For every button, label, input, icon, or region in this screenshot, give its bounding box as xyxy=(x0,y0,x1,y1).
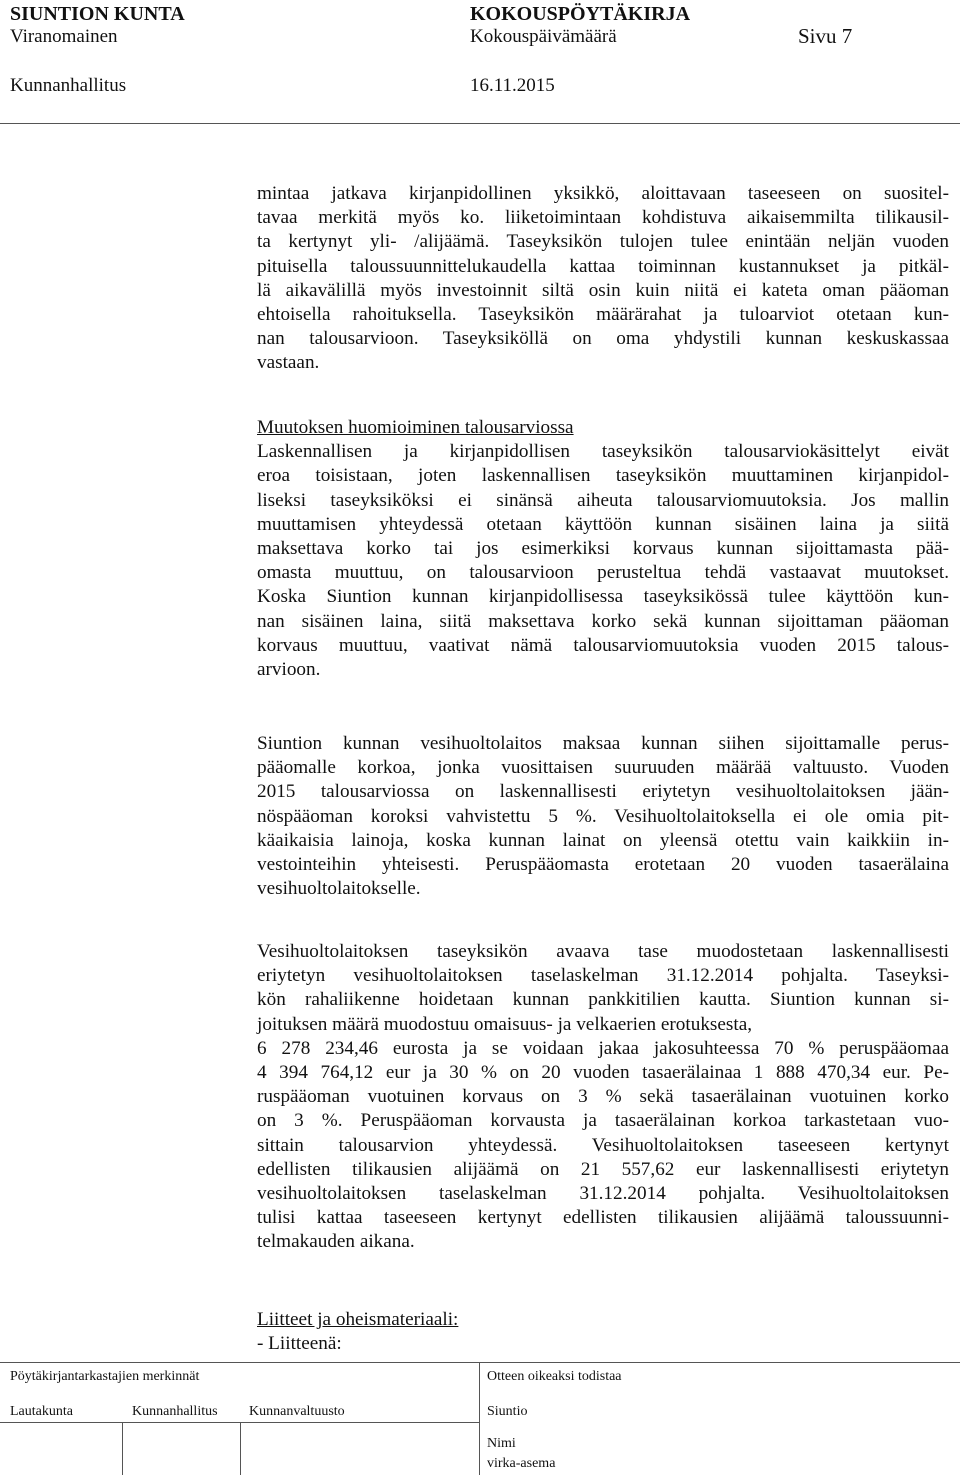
authority-label: Viranomainen xyxy=(10,26,118,47)
footer-top-divider xyxy=(0,1362,960,1363)
text-line: eroa toisistaan, joten laskennallisen taseyksikön muuttaminen kirjanpidol- xyxy=(257,465,949,487)
text-line: 4 394 764,12 eur ja 30 % on 20 vuoden tasaerälainaa 1 888 470,34 eur. Pe- xyxy=(257,1062,949,1084)
text-line: Laskennallisen ja kirjanpidollisen taseyksikön talousarviokäsittelyt eivät xyxy=(257,441,949,463)
text-line: telmakauden aikana. xyxy=(257,1231,415,1253)
section-heading: Muutoksen huomioiminen talousarviossa xyxy=(257,417,574,438)
page-number: Sivu 7 xyxy=(798,24,853,48)
text-line: liseksi taseyksiköksi ei sinänsä aiheuta talousarviomuutoksia. Jos mallin xyxy=(257,489,949,511)
paragraph-water-utility-interest xyxy=(257,732,949,901)
attachments-heading: Liitteet ja oheismateriaali: xyxy=(257,1309,459,1330)
paragraph-budget-changes xyxy=(257,440,949,682)
text-line: nan sisäinen laina, siitä maksettava korko sekä kunnan sijoittaman pääoman xyxy=(257,610,949,632)
reviewers-label: Pöytäkirjantarkastajien merkinnät xyxy=(10,1369,200,1384)
text-line: käaikaisia lainoja, koska kunnan lainat on yleensä otettu vain kaikkiin in- xyxy=(257,829,949,851)
meeting-date-label: Kokouspäivämäärä xyxy=(470,26,617,47)
text-line: mintaa jatkava kirjanpidollinen yksikkö, aloittavaan taseeseen on suositel- xyxy=(257,183,949,204)
header-divider xyxy=(0,123,960,124)
text-line: lä aikavälillä myös investoinnit siltä osin kuin niitä ei kateta oman pääoman xyxy=(257,279,949,301)
text-line: omasta muuttuu, on talousarvioon perusteltua tehdä vastaavat muutokset. xyxy=(257,562,949,584)
paragraph-opening-balance xyxy=(257,940,949,1255)
text-line: 6 278 234,46 eurosta ja se voidaan jakaa jakosuhteessa 70 % peruspääomaa xyxy=(257,1037,949,1059)
text-line: maksettava korko tai jos esimerkiksi korvaus kunnan sijoittamasta pää- xyxy=(257,538,949,560)
text-line: ehtoisella rahoituksella. Taseyksikön määrärahat ja tuloarviot otetaan kun- xyxy=(257,304,949,326)
footer-column-divider xyxy=(479,1362,480,1475)
text-line: nan talousarvioon. Taseyksiköllä on oma yhdystili kunnan keskuskassaa xyxy=(257,328,949,350)
text-line: joituksen määrä muodostuu omaisuus- ja velkaerien erotuksesta, xyxy=(257,1013,753,1035)
text-line: vesihuoltolaitokselle. xyxy=(257,878,421,900)
footer-body-kunnanhallitus: Kunnanhallitus xyxy=(132,1404,218,1419)
authority-name: Kunnanhallitus xyxy=(10,75,127,96)
text-line: ta kertynyt yli- /alijäämä. Taseyksikön tulojen tulee enintään neljän vuoden xyxy=(257,231,949,253)
text-line: muuttamisen yhteydessä otetaan käyttöön kunnan sisäinen laina ja siitä xyxy=(257,513,949,535)
footer-body-lautakunta: Lautakunta xyxy=(10,1404,73,1419)
text-line: korvaus muuttuu, vaativat nämä talousarviomuutoksia vuoden 2015 talous- xyxy=(257,634,949,656)
text-line: eriytetyn vesihuoltolaitoksen taselaskelman 31.12.2014 pohjalta. Taseyksi- xyxy=(257,965,949,987)
text-line: arvioon. xyxy=(257,659,321,681)
text-line: Siuntion kunnan vesihuoltolaitos maksaa kunnan siihen sijoittamalle perus- xyxy=(257,733,949,754)
footer-body-kunnanvaltuusto: Kunnanvaltuusto xyxy=(249,1404,345,1419)
attachments-section xyxy=(257,1308,949,1356)
section-budget-changes xyxy=(257,416,949,682)
paragraph-taseyksikko-intro xyxy=(257,182,949,376)
text-line: 2015 talousarviossa on laskennallisesti eriytetyn vesihuoltolaitoksen jään- xyxy=(257,781,949,803)
meeting-date: 16.11.2015 xyxy=(470,75,555,96)
text-line: sittain talousarvion yhteydessä. Vesihuoltolaitoksen taseeseen kertynyt xyxy=(257,1134,949,1156)
text-line: tulisi kattaa taseeseen kertynyt edellisten tilikausien alijäämä taloussuunni- xyxy=(257,1207,949,1229)
text-line: edellisten tilikausien alijäämä on 21 557,62 eur laskennallisesti eriytetyn xyxy=(257,1158,949,1180)
text-line: kön rahaliikenne hoidetaan kunnan pankkitilien kautta. Siuntion kunnan si- xyxy=(257,989,949,1011)
text-line: ruspääoman vuotuinen korvaus on 3 % sekä tasaerälainan vuotuinen korko xyxy=(257,1086,949,1108)
text-line: pääomalle korkoa, jonka vuosittaisen suuruuden määrää valtuusto. Vuoden xyxy=(257,757,949,779)
footer-title-label: virka-asema xyxy=(487,1456,556,1471)
footer-place: Siuntio xyxy=(487,1404,528,1419)
municipality-name: SIUNTION KUNTA xyxy=(10,3,185,25)
footer-name-label: Nimi xyxy=(487,1436,516,1451)
text-line: on 3 %. Peruspääoman korvausta ja tasaerälainan korkoa tarkastetaan vuo- xyxy=(257,1110,949,1132)
text-line: vastaan. xyxy=(257,352,320,374)
attachment-item: - Liitteenä: xyxy=(257,1333,342,1355)
text-line: Koska Siuntion kunnan kirjanpidollisessa taseyksikössä tulee käyttöön kun- xyxy=(257,586,949,608)
text-line: tavaa merkitä myös ko. liiketoimintaan kohdistuva aikaisemmilta tilikausil- xyxy=(257,207,949,229)
footer-sig-divider-2 xyxy=(240,1422,241,1475)
text-line: nöspääoman koroksi vahvistettu 5 %. Vesihuoltolaitoksella ei ole omia pit- xyxy=(257,805,949,827)
text-line: vesihuoltolaitoksen taselaskelman 31.12.2014 pohjalta. Vesihuoltolaitoksen xyxy=(257,1183,949,1205)
text-line: vestointeihin yhteisesti. Peruspääomasta erotetaan 20 vuoden tasaerälaina xyxy=(257,854,949,876)
text-line: pituisella taloussuunnittelukaudella kattaa toiminnan kustannukset ja pitkäl- xyxy=(257,255,949,277)
certified-label: Otteen oikeaksi todistaa xyxy=(487,1369,622,1384)
footer-sig-divider-1 xyxy=(122,1422,123,1475)
text-line: Vesihuoltolaitoksen taseyksikön avaava tase muodostetaan laskennallisesti xyxy=(257,941,949,962)
document-type: KOKOUSPÖYTÄKIRJA xyxy=(470,3,691,25)
